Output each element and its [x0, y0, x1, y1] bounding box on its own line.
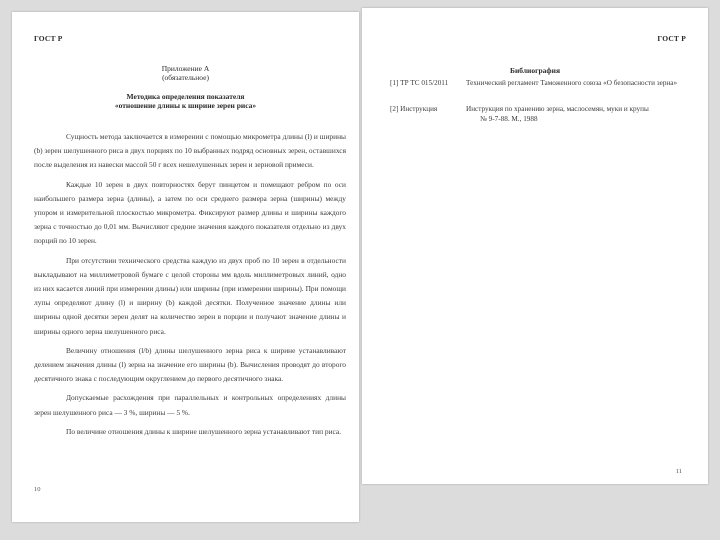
bibliography-text: Технический регламент Таможенного союза «О безопасности зерна»: [466, 79, 678, 87]
page-header: ГОСТ Р: [34, 34, 63, 43]
appendix-title: Приложение А: [161, 64, 210, 73]
bibliography-text-cont: № 9-7-88. М., 1988: [480, 115, 538, 123]
paragraph: При отсутствии технического средства каждую из двух проб по 10 зерен в отдельности выкладывают на миллиметровой бумаге с целой стороны мм вдоль миллиметровых линий, одно из них касается линий при измерении длины) или ширины (при измерении ширины). При помощи лупы определяют длину (l) и ширину (b) каждой десятки. Полученное значение длины или ширины одной десятки зерен делят на количество зерен в порции и получают значение длины и ширины одного зерна шелушенного риса.: [34, 255, 346, 336]
paragraph: Величину отношения (l/b) длины шелушенного зерна риса к ширине устанавливают делением значения длины (l) зерна на значение его ширины (b). Вычисления проводят до второго десятичного знака с последующим округлением до первого десятичного знака.: [34, 345, 346, 384]
bibliography-entry: [390, 78, 690, 100]
bibliography-ref: [1] ТР ТС 015/2011: [390, 79, 449, 87]
bibliography-title: Библиография: [509, 66, 561, 75]
appendix-status: (обязательное): [162, 73, 209, 82]
method-subtitle: «отношение длины к ширине зерен риса»: [114, 101, 257, 110]
paragraph: По величине отношения длины к ширине шелушенного зерна устанавливают тип риса.: [66, 426, 342, 436]
page-header: ГОСТ Р: [657, 34, 686, 43]
page-number: 11: [675, 468, 682, 475]
bibliography-ref: [2] Инструкция: [390, 105, 438, 113]
method-body: [34, 130, 346, 444]
document-page-right: [362, 8, 708, 484]
page-number: 10: [34, 486, 41, 493]
paragraph: Сущность метода заключается в измерении с помощью микрометра длины (l) и ширины (b) зерен шелушенного риса в двух порциях по 10 выбранных подряд основных зерен, оставшихся после выделения из навески массой 50 г всех нешелушенных зерен и зерновой примеси.: [34, 132, 346, 170]
paragraph: Каждые 10 зерен в двух повторностях берут пинцетом и помещают ребром по оси наибольшего размера зерна (длины), а затем по оси среднего размера зерна (ширины) между упором и измерительной плоскостью микрометра. Фиксируют размер длины и ширины каждого зерна с точностью до 0,01 мм. Вычисляют средние значения каждого показателя отдельно из двух порций по 10 зерен.: [34, 179, 346, 246]
bibliography-entry: [390, 104, 690, 128]
bibliography-text: Инструкция по хранению зерна, маслосемян, муки и крупы: [466, 105, 649, 113]
method-title: Методика определения показателя: [126, 92, 245, 101]
document-page-left: [12, 12, 359, 522]
paragraph: Допускаемые расхождения при параллельных и контрольных определениях длины зерен шелушенного риса — 3 %, ширины — 5 %.: [34, 393, 346, 417]
bibliography-text-block: [466, 104, 690, 124]
